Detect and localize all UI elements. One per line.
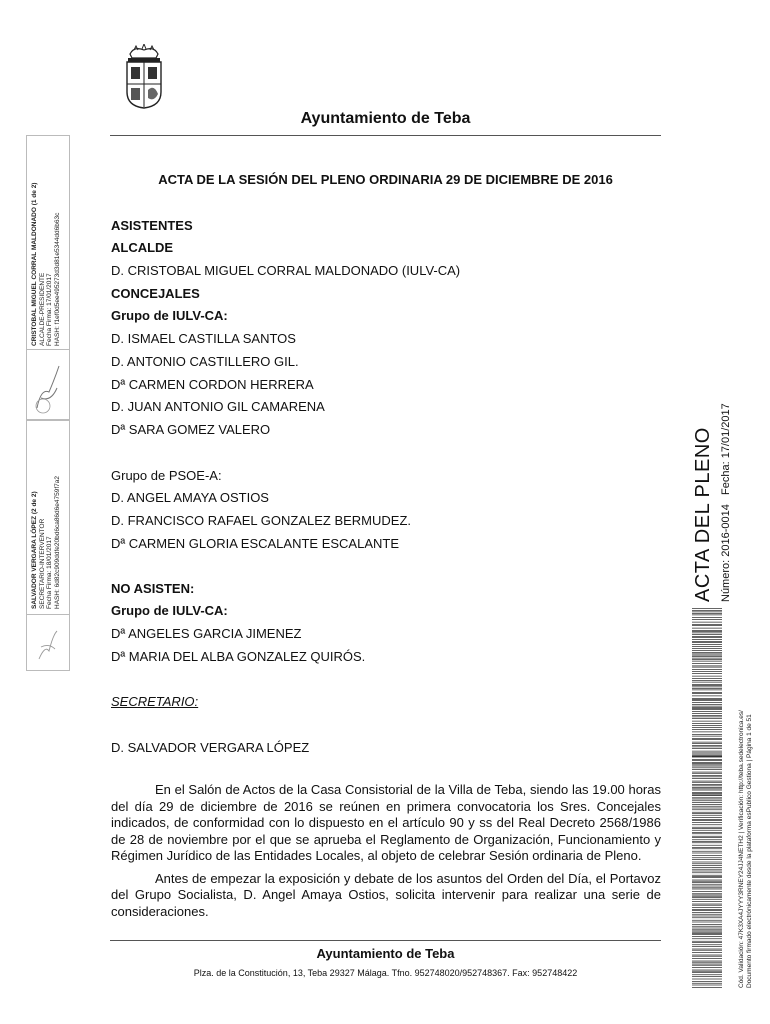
member-name: D. JUAN ANTONIO GIL CAMARENA	[111, 399, 325, 414]
signer-name: SALVADOR VERGARA LÓPEZ (2 de 2)	[31, 491, 38, 609]
signature-block-mayor	[26, 135, 70, 420]
member-name: D. ISMAEL CASTILLA SANTOS	[111, 331, 296, 346]
validation-code: Cód. Validación: 47K3XA4JYYY3RNEY24JJ4NETH2 | Verificación: http://teba.sedelectronica.es/	[738, 710, 745, 988]
body-text	[111, 782, 661, 926]
absent-member-name: Dª MARIA DEL ALBA GONZALEZ QUIRÓS.	[111, 649, 366, 664]
no-asisten-heading: NO ASISTEN:	[111, 581, 195, 596]
validation-note: Documento firmado electrónicamente desde la plataforma esPublico Gestiona | Página 1 de 51	[746, 714, 753, 988]
footer-address: Plza. de la Constitución, 13, Teba 29327 Málaga. Tfno. 952748020/952748367. Fax: 952748422	[193, 968, 578, 978]
signature-divider	[27, 349, 69, 350]
validation-text	[738, 710, 754, 988]
concejales-heading: CONCEJALES	[111, 286, 200, 301]
signer-role: ALCALDE-PRESIDENTE	[38, 272, 46, 346]
member-name: D. ANTONIO CASTILLERO GIL.	[111, 354, 299, 369]
member-name: Dª SARA GOMEZ VALERO	[111, 422, 271, 437]
footer-title: Ayuntamiento de Teba	[316, 946, 455, 961]
signer-role: SECRETARIO-INTERVENTOR	[38, 518, 46, 609]
coat-of-arms-icon	[118, 44, 170, 110]
document-title: ACTA DE LA SESIÓN DEL PLENO ORDINARIA 29 DE DICIEMBRE DE 2016	[158, 172, 613, 187]
absent-member-name: Dª ANGELES GARCIA JIMENEZ	[111, 626, 302, 641]
absent-group-heading: Grupo de IULV-CA:	[111, 603, 228, 618]
secretario-heading: SECRETARIO:	[111, 694, 199, 709]
secretario-name: D. SALVADOR VERGARA LÓPEZ	[111, 740, 310, 755]
stamp-date: Fecha: 17/01/2017	[720, 403, 732, 495]
alcalde-name: D. CRISTOBAL MIGUEL CORRAL MALDONADO (IULV-CA)	[111, 263, 461, 278]
barcode-icon	[692, 608, 722, 988]
member-name: D. ANGEL AMAYA OSTIOS	[111, 490, 269, 505]
header-title: Ayuntamiento de Teba	[300, 110, 471, 127]
signature-date: Fecha Firma: 17/01/2017	[46, 273, 53, 346]
member-name: D. FRANCISCO RAFAEL GONZALEZ BERMUDEZ.	[111, 513, 412, 528]
handwritten-signature-icon	[33, 625, 63, 665]
member-name: Dª CARMEN CORDON HERRERA	[111, 377, 314, 392]
paragraph: Antes de empezar la exposición y debate de los asuntos del Orden del Día, el Portavoz del Grupo Socialista, D. Angel Amaya Ostios, solicita intervenir para realizar una serie de consideraciones.	[111, 870, 661, 919]
handwritten-signature-icon	[31, 358, 65, 416]
signature-details	[31, 476, 61, 609]
signature-date: Fecha Firma: 18/01/2017	[46, 536, 53, 609]
group-psoe-heading: Grupo de PSOE-A:	[111, 468, 222, 483]
group-iulv-heading: Grupo de IULV-CA:	[111, 308, 228, 323]
signature-divider	[27, 614, 69, 615]
stamp-number: Número: 2016-0014	[720, 504, 732, 602]
paragraph: En el Salón de Actos de la Casa Consistorial de la Villa de Teba, siendo las 19.00 horas del día 29 de diciembre de 2016 se reúnen en primera convocatoria los Sres. Concejales indicados, de conformidad con lo dispuesto en el artículo 90 y ss del Real Decreto 2568/1986 de 28 de noviembre por el que se aprueba el Reglamento de Organización, Funcionamiento y Régimen Jurídico de las Entidades Locales, al objeto de celebrar Sesión ordinaria de Pleno.	[111, 782, 661, 863]
signature-hash: HASH: f1ef0d5ee495273d3d81e5344dd6b63c	[53, 212, 61, 346]
signature-details	[31, 183, 61, 346]
header-divider	[110, 135, 661, 136]
signer-name: CRISTOBAL MIGUEL CORRAL MALDONADO (1 de 2)	[31, 182, 38, 346]
footer-divider	[110, 940, 661, 941]
asistentes-heading: ASISTENTES	[111, 218, 193, 233]
member-name: Dª CARMEN GLORIA ESCALANTE ESCALANTE	[111, 536, 399, 551]
signature-hash: HASH: 6d82c909ddfe20bd6ca86d6e4759f7a2	[53, 475, 61, 609]
stamp-metadata	[720, 403, 732, 602]
alcalde-heading: ALCALDE	[111, 240, 174, 255]
stamp-label: ACTA DEL PLENO	[692, 427, 714, 602]
signature-block-secretary	[26, 420, 70, 671]
